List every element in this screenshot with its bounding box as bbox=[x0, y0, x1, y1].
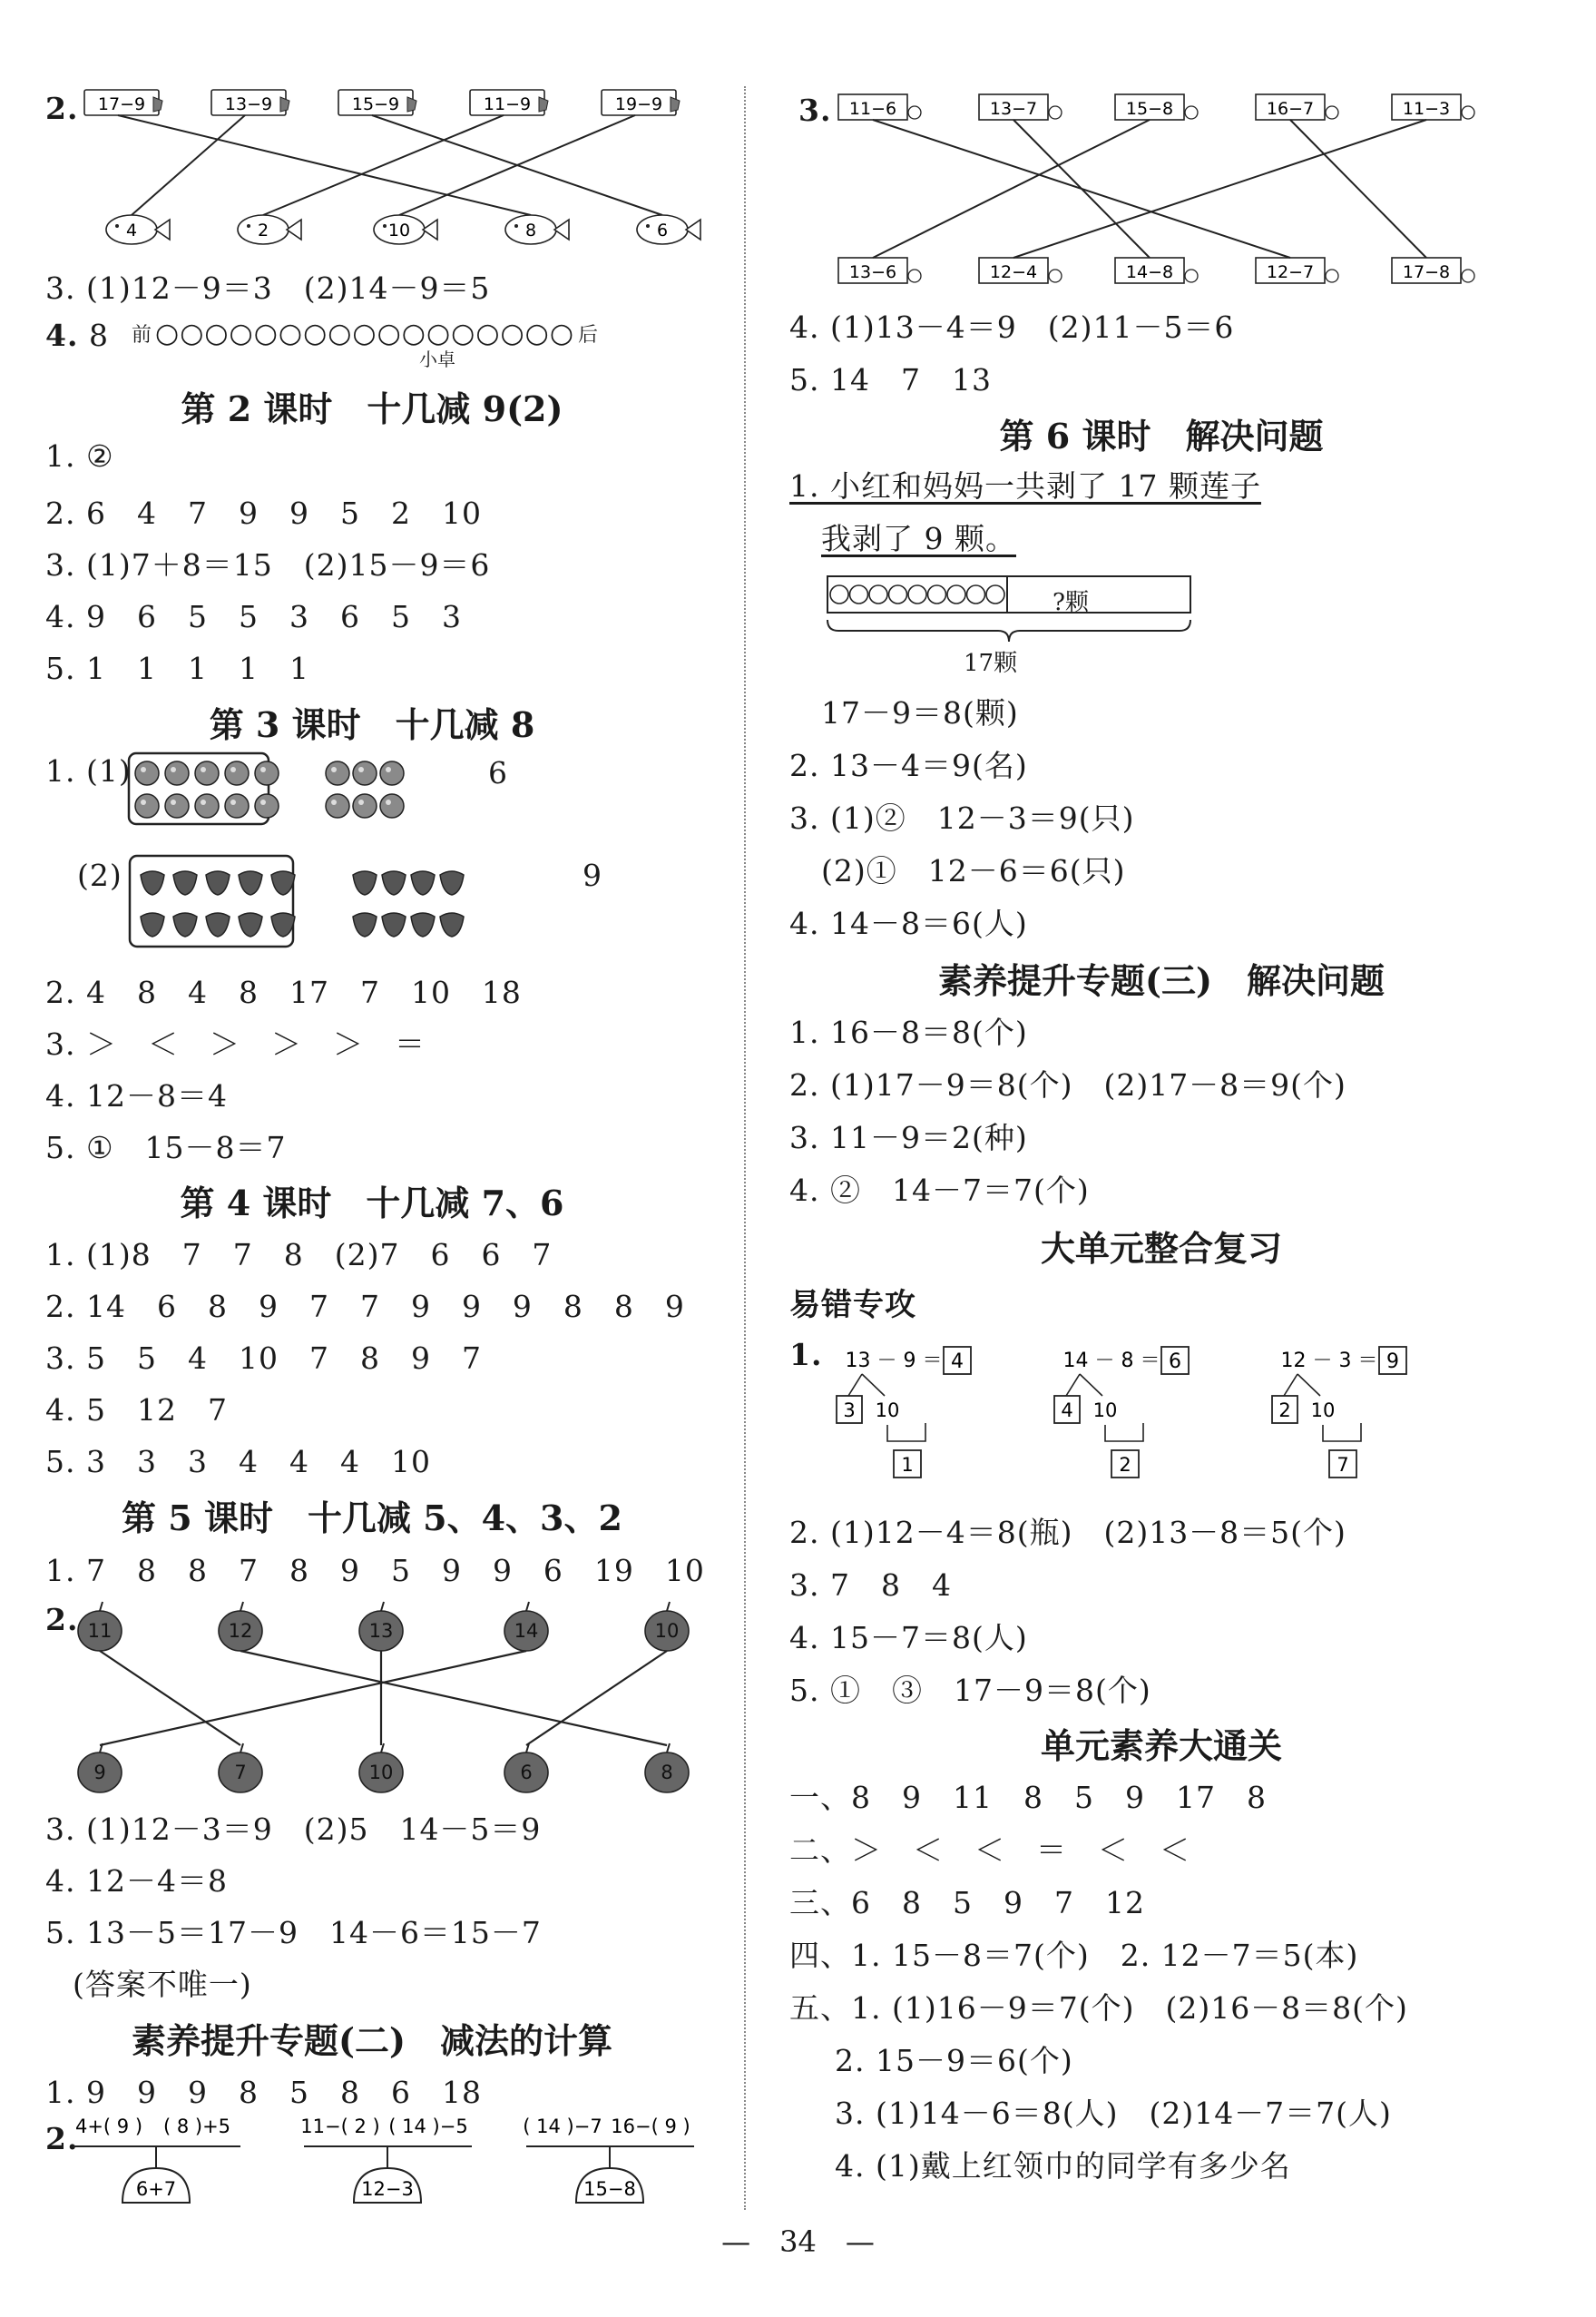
apple bbox=[195, 794, 219, 818]
answer-line: 3. 11－9＝2(种) bbox=[789, 1120, 1028, 1155]
expression-box-bottom bbox=[1115, 258, 1198, 283]
strawberry bbox=[141, 913, 164, 937]
split-diagram bbox=[1272, 1347, 1406, 1478]
expression-box bbox=[602, 90, 680, 115]
split-answer: 6 bbox=[1169, 1350, 1181, 1373]
match-line bbox=[1013, 120, 1150, 258]
answer-line: 1. 9 9 9 8 5 8 6 18 bbox=[45, 2075, 482, 2110]
match-line bbox=[873, 120, 1150, 258]
match-top-row bbox=[838, 94, 1474, 120]
expression-text: 17−8 bbox=[1402, 262, 1451, 282]
fish-answer bbox=[238, 215, 301, 244]
apple-number: 7 bbox=[234, 1762, 247, 1783]
problem-text: 我剥了 9 颗。 bbox=[821, 521, 1016, 556]
apple bbox=[165, 794, 189, 818]
split-result: 2 bbox=[1119, 1454, 1131, 1476]
expression-box-bottom bbox=[979, 258, 1062, 283]
answer-line: 4. (1)13－4＝9 (2)11－5＝6 bbox=[789, 309, 1235, 345]
section-heading: 第 3 课时 十几减 8 bbox=[209, 704, 535, 745]
answer-line: 五、1. (1)16－9＝7(个) (2)16－8＝8(个) bbox=[789, 1990, 1408, 2026]
lotus-seed bbox=[986, 585, 1004, 604]
apple bbox=[255, 794, 279, 818]
strawberry bbox=[382, 913, 406, 937]
fish-matching-diagram bbox=[77, 86, 730, 254]
answer-line: 2. 13－4＝9(名) bbox=[789, 748, 1028, 783]
expression-text: 11−6 bbox=[848, 99, 897, 119]
queue-row bbox=[132, 318, 598, 349]
expression-text: 19−9 bbox=[614, 94, 663, 114]
strawberry bbox=[353, 871, 377, 895]
right-column bbox=[780, 0, 1542, 2214]
answer-line: 2. 6 4 7 9 9 5 2 10 bbox=[45, 496, 482, 531]
q2-number: 2. bbox=[45, 91, 79, 126]
apple-number: 9 bbox=[93, 1762, 106, 1783]
answer-line: 1. 16－8＝8(个) bbox=[789, 1015, 1028, 1050]
expression-box-top bbox=[1392, 94, 1474, 120]
section-heading: 单元素养大通关 bbox=[1040, 1725, 1282, 1766]
answer-line: 2. (1)12－4＝8(瓶) (2)13－8＝5(个) bbox=[789, 1515, 1346, 1550]
apple-number: 13 bbox=[368, 1620, 394, 1642]
expression-box-bottom bbox=[838, 258, 921, 283]
balance-left: 4+( 9 ) bbox=[74, 2116, 143, 2137]
answer-line: 5. 14 7 13 bbox=[789, 362, 992, 398]
apple bbox=[135, 761, 159, 785]
answer-value: 9 bbox=[583, 858, 602, 893]
match-line bbox=[100, 1651, 240, 1745]
queue-name: 小卓 bbox=[419, 349, 455, 370]
strawberry bbox=[173, 871, 197, 895]
balance-base: 12−3 bbox=[361, 2178, 414, 2200]
page-number: — 34 — bbox=[721, 2224, 875, 2259]
q3-number: 3. bbox=[798, 93, 832, 128]
lotus-seed bbox=[889, 585, 907, 604]
split-part: 3 bbox=[843, 1399, 856, 1421]
split-part: 10 bbox=[875, 1399, 900, 1421]
strawberry bbox=[206, 871, 230, 895]
split-equation: 12 － 3 ＝ bbox=[1280, 1350, 1378, 1372]
apple-bottom bbox=[219, 1743, 262, 1792]
apple-number: 6 bbox=[520, 1762, 533, 1783]
q2-number: 2. bbox=[45, 1602, 79, 1637]
expression-text: 13−6 bbox=[848, 262, 897, 282]
match-line bbox=[399, 115, 635, 215]
apple-top bbox=[504, 1602, 548, 1651]
apple-top bbox=[359, 1602, 403, 1651]
answer-line: 4. 9 6 5 5 3 6 5 3 bbox=[45, 599, 462, 634]
answer-line: 3. (1)7＋8＝15 (2)15－9＝6 bbox=[45, 547, 491, 583]
lotus-seed bbox=[850, 585, 868, 604]
apple-top bbox=[78, 1602, 122, 1651]
q1-number: 1. bbox=[789, 1337, 823, 1372]
lotus-seed bbox=[967, 585, 985, 604]
apple bbox=[165, 761, 189, 785]
section-heading: 素养提升专题(三) 解决问题 bbox=[938, 960, 1385, 1001]
answer-line: 1. 7 8 8 7 8 9 5 9 9 6 19 10 bbox=[45, 1553, 705, 1588]
answer-line: (2) bbox=[77, 858, 122, 893]
fish-answer bbox=[637, 215, 700, 244]
answer-line: 4. 12－4＝8 bbox=[45, 1863, 228, 1899]
lotus-seed bbox=[928, 585, 946, 604]
expression-text: 11−9 bbox=[483, 94, 532, 114]
answer-line: 4. ② 14－7＝7(个) bbox=[789, 1173, 1090, 1208]
q2-number: 2. bbox=[45, 2121, 79, 2156]
apple-bottom bbox=[78, 1743, 122, 1792]
answer-line: 3. (1)12－9＝3 (2)14－9＝5 bbox=[45, 270, 491, 306]
front-label: 前 bbox=[132, 324, 152, 347]
apple-number: 8 bbox=[661, 1762, 673, 1783]
balance-left: ( 14 )−7 bbox=[523, 2116, 602, 2137]
balance-right: ( 14 )−5 bbox=[388, 2116, 468, 2137]
split-part: 4 bbox=[1061, 1399, 1073, 1421]
balance-left: 11−( 2 ) bbox=[300, 2116, 380, 2137]
left-column bbox=[0, 0, 762, 2214]
expression-box-top bbox=[1256, 94, 1338, 120]
match-bottom-row bbox=[78, 1743, 689, 1792]
answer-line: 4. 8 bbox=[45, 318, 109, 353]
match-bottom-row bbox=[106, 215, 700, 244]
split-equation: 13 － 9 ＝ bbox=[845, 1350, 943, 1372]
expression-text: 11−3 bbox=[1402, 99, 1451, 119]
match-top-row bbox=[78, 1602, 689, 1651]
strawberry bbox=[353, 913, 377, 937]
answer-line: 3. 5 5 4 10 7 8 9 7 bbox=[45, 1340, 482, 1376]
strawberry bbox=[173, 913, 197, 937]
lotus-seed bbox=[869, 585, 887, 604]
expression-box bbox=[338, 90, 416, 115]
apple bbox=[225, 761, 249, 785]
apple-number: 12 bbox=[228, 1620, 253, 1642]
answer-line: 2. 15－9＝6(个) bbox=[835, 2043, 1073, 2078]
apple bbox=[353, 794, 377, 818]
answer-line: 4. 15－7＝8(人) bbox=[789, 1620, 1028, 1655]
answer-line: 三、6 8 5 9 7 12 bbox=[789, 1885, 1145, 1920]
match-top-row bbox=[84, 90, 680, 115]
split-answer: 4 bbox=[951, 1350, 964, 1373]
strawberry bbox=[411, 871, 435, 895]
lotus-seed bbox=[830, 585, 848, 604]
answer-line: (2)① 12－6＝6(只) bbox=[821, 853, 1126, 889]
answer-line: 3. (1)12－3＝9 (2)5 14－5＝9 bbox=[45, 1811, 542, 1847]
balance bbox=[73, 2116, 240, 2203]
bar-unknown-label: ?颗 bbox=[1053, 589, 1089, 616]
answer-line: 5. ① 15－8＝7 bbox=[45, 1130, 287, 1165]
apple-bottom bbox=[359, 1743, 403, 1792]
answer-line: 17－9＝8(颗) bbox=[821, 695, 1019, 731]
balance bbox=[300, 2116, 472, 2203]
apple bbox=[195, 761, 219, 785]
answer-line: 4. (1)戴上红领巾的同学有多少名 bbox=[835, 2148, 1291, 2184]
split-part: 10 bbox=[1092, 1399, 1118, 1421]
strawberry bbox=[206, 913, 230, 937]
section-heading: 第 4 课时 十几减 7、6 bbox=[180, 1183, 564, 1223]
fish-number: 10 bbox=[387, 221, 411, 241]
match-line bbox=[132, 115, 245, 215]
apple-number: 14 bbox=[514, 1620, 539, 1642]
expression-box bbox=[211, 90, 289, 115]
apple bbox=[380, 794, 404, 818]
fish-number: 2 bbox=[257, 221, 269, 241]
strawberry bbox=[239, 913, 262, 937]
apple bbox=[326, 761, 349, 785]
answer-line: 3. (1)14－6＝8(人) (2)14－7＝7(人) bbox=[835, 2096, 1392, 2131]
answer-line: 四、1. 15－8＝7(个) 2. 12－7＝5(本) bbox=[789, 1938, 1359, 1973]
expression-box-top bbox=[838, 94, 921, 120]
answer-line: 2. 14 6 8 9 7 7 9 9 9 8 8 9 bbox=[45, 1289, 685, 1324]
answer-line: 3. (1)② 12－3＝9(只) bbox=[789, 800, 1135, 836]
expression-box bbox=[84, 90, 162, 115]
expression-box bbox=[470, 90, 548, 115]
problem-text: 1. 小红和妈妈一共剥了 17 颗莲子 bbox=[789, 468, 1261, 504]
expression-text: 17−9 bbox=[97, 94, 146, 114]
strawberry bbox=[440, 871, 464, 895]
answer-line: 3. 7 8 4 bbox=[789, 1567, 952, 1603]
expression-text: 15−9 bbox=[351, 94, 400, 114]
expression-text: 16−7 bbox=[1266, 99, 1315, 119]
answer-line: 4. 14－8＝6(人) bbox=[789, 906, 1028, 941]
expression-box-top bbox=[1115, 94, 1198, 120]
answer-line: 1. (1) bbox=[45, 753, 132, 789]
answer-line: 4. 5 12 7 bbox=[45, 1392, 228, 1428]
answer-line: 5. 13－5＝17－9 14－6＝15－7 bbox=[45, 1915, 542, 1950]
apple-top bbox=[645, 1602, 689, 1651]
apple bbox=[135, 794, 159, 818]
fish-answer bbox=[106, 215, 170, 244]
match-line bbox=[240, 1651, 667, 1745]
strawberry bbox=[141, 871, 164, 895]
subheading: 易错专攻 bbox=[789, 1287, 916, 1323]
strawberry bbox=[382, 871, 406, 895]
apple-bottom bbox=[504, 1743, 548, 1792]
answer-line: 1. ② bbox=[45, 438, 114, 474]
column-divider bbox=[744, 86, 746, 2210]
match-line bbox=[100, 1651, 526, 1745]
expression-text: 15−8 bbox=[1125, 99, 1174, 119]
fish-number: 6 bbox=[656, 221, 669, 241]
section-heading: 大单元整合复习 bbox=[1040, 1228, 1282, 1269]
apple-number: 11 bbox=[87, 1620, 113, 1642]
queue-circles: ○○○○○○○○○○○○○○○○○ bbox=[155, 318, 575, 349]
answer-line: 5. ① ③ 17－9＝8(个) bbox=[789, 1673, 1151, 1708]
answer-line: 1. (1)8 7 7 8 (2)7 6 6 7 bbox=[45, 1237, 553, 1272]
expression-text: 13−7 bbox=[989, 99, 1038, 119]
expression-text: 13−9 bbox=[224, 94, 273, 114]
strawberry bbox=[271, 871, 295, 895]
answer-line: 4. 12－8＝4 bbox=[45, 1078, 228, 1114]
split-part: 2 bbox=[1278, 1399, 1291, 1421]
apple-top bbox=[219, 1602, 262, 1651]
balance-base: 15−8 bbox=[583, 2178, 636, 2200]
split-equation: 14 － 8 ＝ bbox=[1062, 1350, 1160, 1372]
apple bbox=[353, 761, 377, 785]
apple-number: 10 bbox=[654, 1620, 680, 1642]
apple-bottom bbox=[645, 1743, 689, 1792]
section-heading: 第 6 课时 解决问题 bbox=[999, 416, 1324, 457]
fish-number: 8 bbox=[524, 221, 537, 241]
apple-number: 10 bbox=[368, 1762, 394, 1783]
answer-line: 一、8 9 11 8 5 9 17 8 bbox=[789, 1780, 1267, 1815]
split-answer: 9 bbox=[1386, 1350, 1399, 1373]
strawberry bbox=[440, 913, 464, 937]
balance-diagrams bbox=[73, 2110, 735, 2210]
answer-line: 5. 1 1 1 1 1 bbox=[45, 651, 309, 686]
expression-box-top bbox=[979, 94, 1062, 120]
apple bbox=[380, 761, 404, 785]
balance-right: 16−( 9 ) bbox=[611, 2116, 690, 2137]
apple-matching-diagram bbox=[64, 1593, 717, 1802]
answer-line: 2. 4 8 4 8 17 7 10 18 bbox=[45, 975, 522, 1010]
fish-answer bbox=[505, 215, 569, 244]
strawberries-figure bbox=[127, 853, 535, 953]
section-heading: 素养提升专题(二) 减法的计算 bbox=[132, 2020, 612, 2061]
answer-value: 6 bbox=[488, 755, 508, 790]
back-label: 后 bbox=[578, 324, 599, 347]
expression-text: 14−8 bbox=[1125, 262, 1174, 282]
answer-line: 3. ＞ ＜ ＞ ＞ ＞ ＝ bbox=[45, 1026, 426, 1062]
balance-base: 6+7 bbox=[135, 2178, 177, 2200]
match-lines bbox=[118, 115, 662, 215]
answer-line: 2. (1)17－9＝8(个) (2)17－8＝9(个) bbox=[789, 1067, 1346, 1103]
strawberry bbox=[239, 871, 262, 895]
expression-matching-diagram bbox=[826, 91, 1533, 299]
answer-line: 二、＞ ＜ ＜ ＝ ＜ ＜ bbox=[789, 1832, 1190, 1868]
section-heading: 第 2 课时 十几减 9(2) bbox=[181, 388, 563, 429]
match-lines bbox=[100, 1651, 667, 1745]
expression-box-bottom bbox=[1256, 258, 1338, 283]
match-line bbox=[1290, 120, 1426, 258]
apple bbox=[255, 761, 279, 785]
expression-box-bottom bbox=[1392, 258, 1474, 283]
strawberry bbox=[271, 913, 295, 937]
bar-total-label: 17颗 bbox=[964, 650, 1018, 677]
strawberry bbox=[411, 913, 435, 937]
match-line bbox=[1013, 120, 1426, 258]
match-bottom-row bbox=[838, 258, 1474, 283]
split-result: 1 bbox=[901, 1454, 914, 1476]
split-diagram bbox=[837, 1347, 971, 1478]
answer-line: 5. 3 3 3 4 4 4 10 bbox=[45, 1444, 431, 1479]
fish-number: 4 bbox=[125, 221, 138, 241]
apple bbox=[225, 794, 249, 818]
match-lines bbox=[873, 120, 1426, 258]
match-line bbox=[526, 1651, 667, 1745]
number-split-diagrams bbox=[835, 1334, 1542, 1497]
expression-text: 12−7 bbox=[1266, 262, 1315, 282]
answer-line: (答案不唯一) bbox=[73, 1967, 252, 2002]
expression-text: 12−4 bbox=[989, 262, 1038, 282]
fish-answer bbox=[374, 215, 437, 244]
apples-figure bbox=[127, 751, 436, 829]
balance bbox=[523, 2116, 694, 2203]
split-result: 7 bbox=[1337, 1454, 1349, 1476]
split-part: 10 bbox=[1310, 1399, 1336, 1421]
balance-right: ( 8 )+5 bbox=[162, 2116, 231, 2137]
section-heading: 第 5 课时 十几减 5、4、3、2 bbox=[122, 1497, 622, 1538]
lotus-seed bbox=[908, 585, 926, 604]
split-diagram bbox=[1054, 1347, 1189, 1478]
lotus-seed bbox=[947, 585, 965, 604]
apple bbox=[326, 794, 349, 818]
